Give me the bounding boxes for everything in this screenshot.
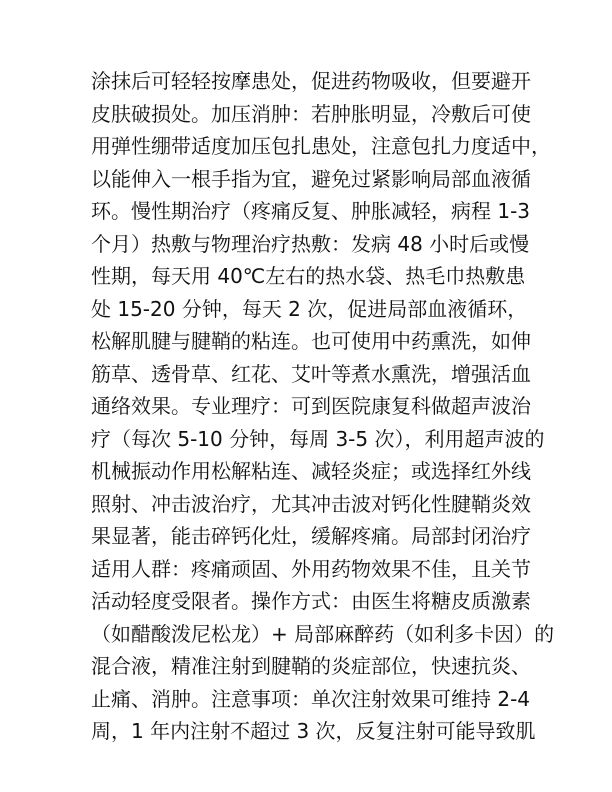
- text-line: 用弹性绷带适度加压包扎患处，注意包扎力度适中，: [91, 134, 551, 158]
- text-line: 处 15-20 分钟，每天 2 次，促进局部血液循环，: [91, 296, 528, 321]
- text-line: 混合液，精准注射到腱鞘的炎症部位，快速抗炎、: [91, 654, 531, 678]
- text-line: 性期，每天用 40℃左右的热水袋、热毛巾热敷患: [91, 264, 526, 288]
- text-line: 松解肌腱与腱鞘的粘连。也可使用中药熏洗，如伸: [91, 329, 531, 353]
- text-line: 通络效果。专业理疗：可到医院康复科做超声波治: [91, 394, 531, 418]
- text-line: 周，1 年内注射不超过 3 次，反复注射可能导致肌: [91, 719, 536, 743]
- text-line: （如醋酸泼尼松龙）+ 局部麻醉药（如利多卡因）的: [91, 621, 555, 646]
- text-line: 个月）热敷与物理治疗热敷：发病 48 小时后或慢: [91, 231, 530, 256]
- text-line: 止痛、消肿。注意事项：单次注射效果可维持 2-4: [91, 686, 531, 711]
- text-line: 以能伸入一根手指为宜，避免过紧影响局部血液循: [91, 166, 531, 191]
- text-line: 环。慢性期治疗（疼痛反复、肿胀减轻，病程 1-3: [91, 199, 531, 223]
- body-text: [91, 65, 555, 748]
- text-line: 皮肤破损处。加压消肿：若肿胀明显，冷敷后可使: [91, 101, 531, 126]
- text-line: 活动轻度受限者。操作方式：由医生将糖皮质激素: [91, 589, 531, 613]
- text-line: 适用人群：疼痛顽固、外用药物效果不佳，且关节: [91, 556, 531, 581]
- text-line: 果显著，能击碎钙化灶，缓解疼痛。局部封闭治疗: [91, 524, 531, 548]
- text-line: 涂抹后可轻轻按摩患处，促进药物吸收，但要避开: [91, 69, 531, 93]
- text-line: 筋草、透骨草、红花、艾叶等煮水熏洗，增强活血: [91, 361, 531, 386]
- text-line: 疗（每次 5-10 分钟，每周 3-5 次），利用超声波的: [91, 426, 545, 451]
- text-line: 照射、冲击波治疗，尤其冲击波对钙化性腱鞘炎效: [91, 491, 531, 516]
- text-line: 机械振动作用松解粘连、减轻炎症；或选择红外线: [91, 459, 531, 483]
